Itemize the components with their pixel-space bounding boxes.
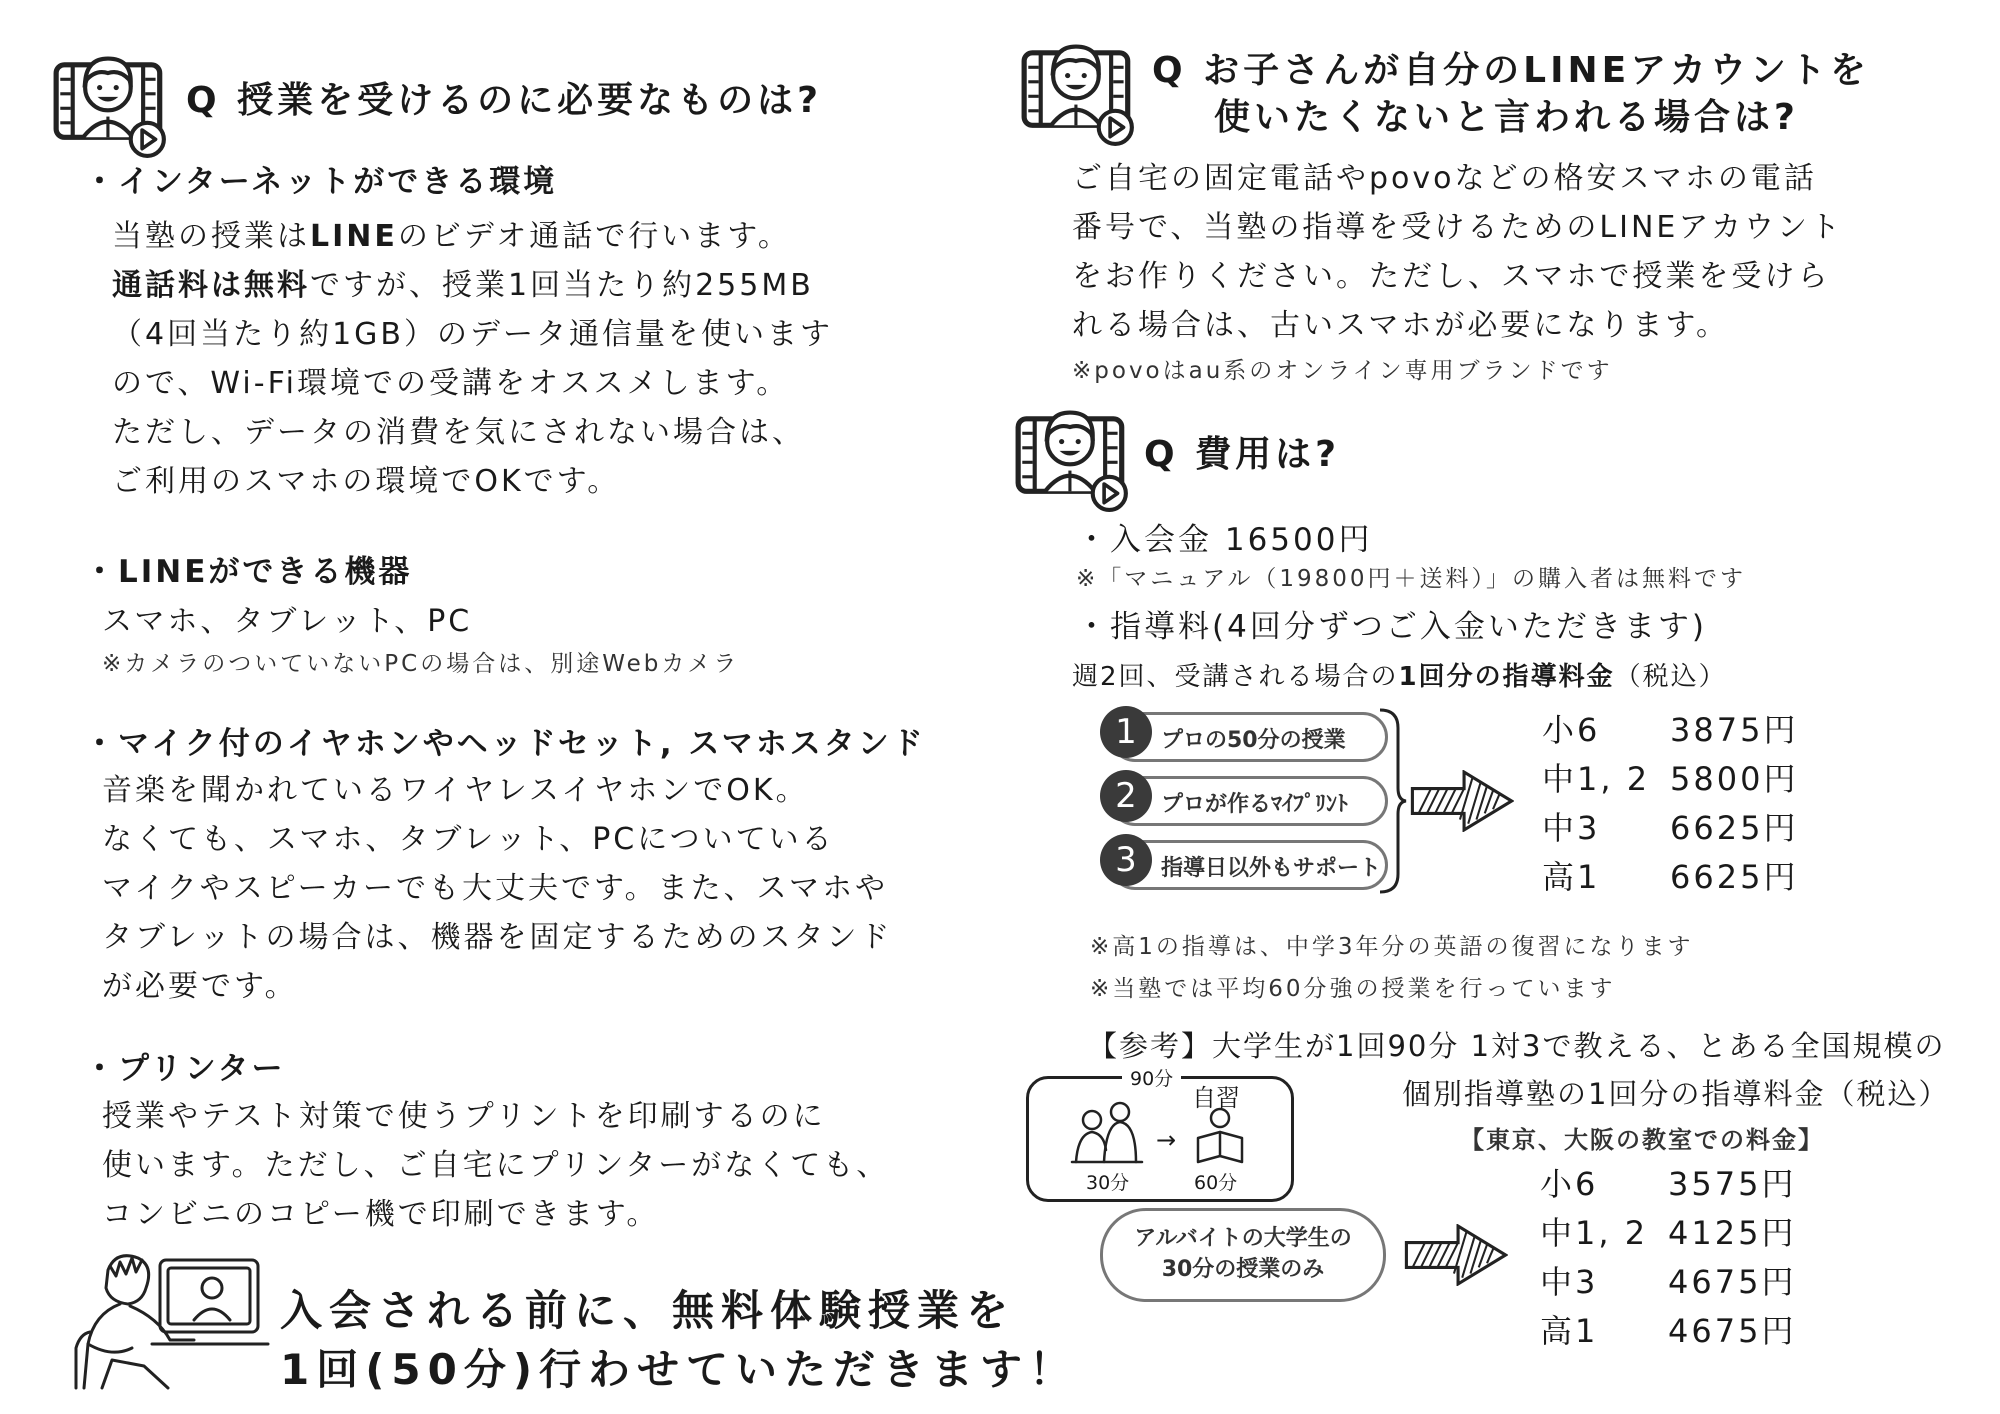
section-heading-device: ・LINEができる機器 [84,554,413,590]
feature-pill: プロが作るﾏｲﾌﾟﾘﾝﾄ [1110,776,1388,826]
price-row: 中1, 2 4125円 [1540,1214,1797,1252]
price-row: 中3 6625円 [1542,809,1799,847]
brace-icon [1378,708,1408,894]
section-heading-printer: ・プリンター [84,1051,286,1087]
arrow-icon [1410,770,1514,832]
tutoring-icon [1070,1100,1144,1166]
diagram-lesson-min: 30分 [1086,1172,1130,1194]
trial-cta-line2: 1回(50分)行わせていただきます！ [280,1345,1079,1394]
feature-pill: プロの50分の授業 [1110,712,1388,762]
feature-number: 3 [1100,834,1152,886]
price-table [1542,706,1798,902]
price-row: 中3 4675円 [1540,1263,1797,1301]
q2-note: ※povoはau系のオンライン専用ブランドです [1072,358,1613,384]
reference-line2: 個別指導塾の1回分の指導料金（税込） [1402,1077,1950,1111]
teacher-video-icon [1018,30,1138,146]
diagram-total-label: 90分 [1122,1064,1181,1091]
device-note: ※カメラのついていないPCの場合は、別途Webカメラ [102,651,740,677]
admission-note: ※「マニュアル（19800円＋送料）」の購入者は無料です [1076,566,1747,592]
q3-title: Q 費用は? [1144,434,1341,475]
q2-body: ご自宅の固定電話やpovoなどの格安スマホの電話 番号で、当塾の指導を受けるためのLINEアカウント をお作りください。ただし、スマホで授業を受けら れる場合は、古いスマホが必要になります。 [1072,161,1844,343]
fee-subheading: 週2回、受講される場合の1回分の指導料金（税込） [1072,662,1727,692]
price-row: 高1 6625円 [1542,858,1799,896]
parttime-lesson-pill: アルバイトの大学生の 30分の授業のみ [1100,1208,1386,1302]
arrow-glyph-icon: → [1156,1126,1177,1154]
section-heading-mic: ・マイク付のイヤホンやヘッドセット, スマホスタンド [84,726,926,762]
price-row: 高1 4675円 [1540,1312,1797,1350]
internet-body: 当塾の授業はLINEのビデオ通話で行います。 通話料は無料ですが、授業1回当たり約255MB （4回当たり約1GB）のデータ通信量を使います ので、Wi-Fi環境での受講をオススメします。 ただし、データの消費を気にされない場合は、 ご利用のスマホの環境でOKです。 [112,219,834,499]
printer-body: 授業やテスト対策で使うプリントを印刷するのに 使います。ただし、ご自宅にプリンターがなくても、 コンビニのコピー機で印刷できます。 [102,1099,890,1232]
mic-body: 音楽を聞かれているワイヤレスイヤホンでOK。 なくても、スマホ、タブレット、PCについている マイクやスピーカーでも大丈夫です。また、スマホや タブレットの場合は、機器を固定するためのスタンド が必要です。 [102,773,893,1004]
reference-line1: 【参考】大学生が1回90分 1対3で教える、とある全国規模の [1088,1029,1946,1063]
teacher-video-icon [1012,396,1132,512]
q2-title: Q お子さんが自分のLINEアカウントを 使いたくないと言われる場合は? [1152,50,1870,138]
diagram-self-study-label: 自習 [1192,1084,1240,1112]
price-row: 中1, 2 5800円 [1542,760,1799,798]
device-body: スマホ、タブレット、PC [102,604,473,639]
fee-heading: ・指導料(4回分ずつご入金いただきます) [1076,609,1707,645]
reference-line3: 【東京、大阪の教室での料金】 [1460,1126,1824,1154]
feature-number: 1 [1100,706,1152,758]
fee-notes: ※高1の指導は、中学3年分の英語の復習になります ※当塾では平均60分強の授業を行っています [1090,934,1694,1002]
student-computer-icon [72,1248,272,1398]
feature-number: 2 [1100,770,1152,822]
trial-cta-line1: 入会される前に、無料体験授業を [280,1286,1016,1335]
reading-student-icon [1192,1106,1248,1166]
teacher-video-icon [50,42,170,158]
q1-title: Q 授業を受けるのに必要なものは? [186,80,823,121]
admission-fee: ・入会金 16500円 [1076,522,1373,558]
arrow-icon [1404,1224,1508,1286]
diagram-self-min: 60分 [1194,1172,1238,1194]
feature-pill: 指導日以外もサポート [1110,840,1388,890]
reference-price-table [1540,1160,1796,1356]
price-row: 小6 3575円 [1540,1165,1797,1203]
section-heading-internet: ・インターネットができる環境 [84,164,558,200]
price-row: 小6 3875円 [1542,711,1799,749]
